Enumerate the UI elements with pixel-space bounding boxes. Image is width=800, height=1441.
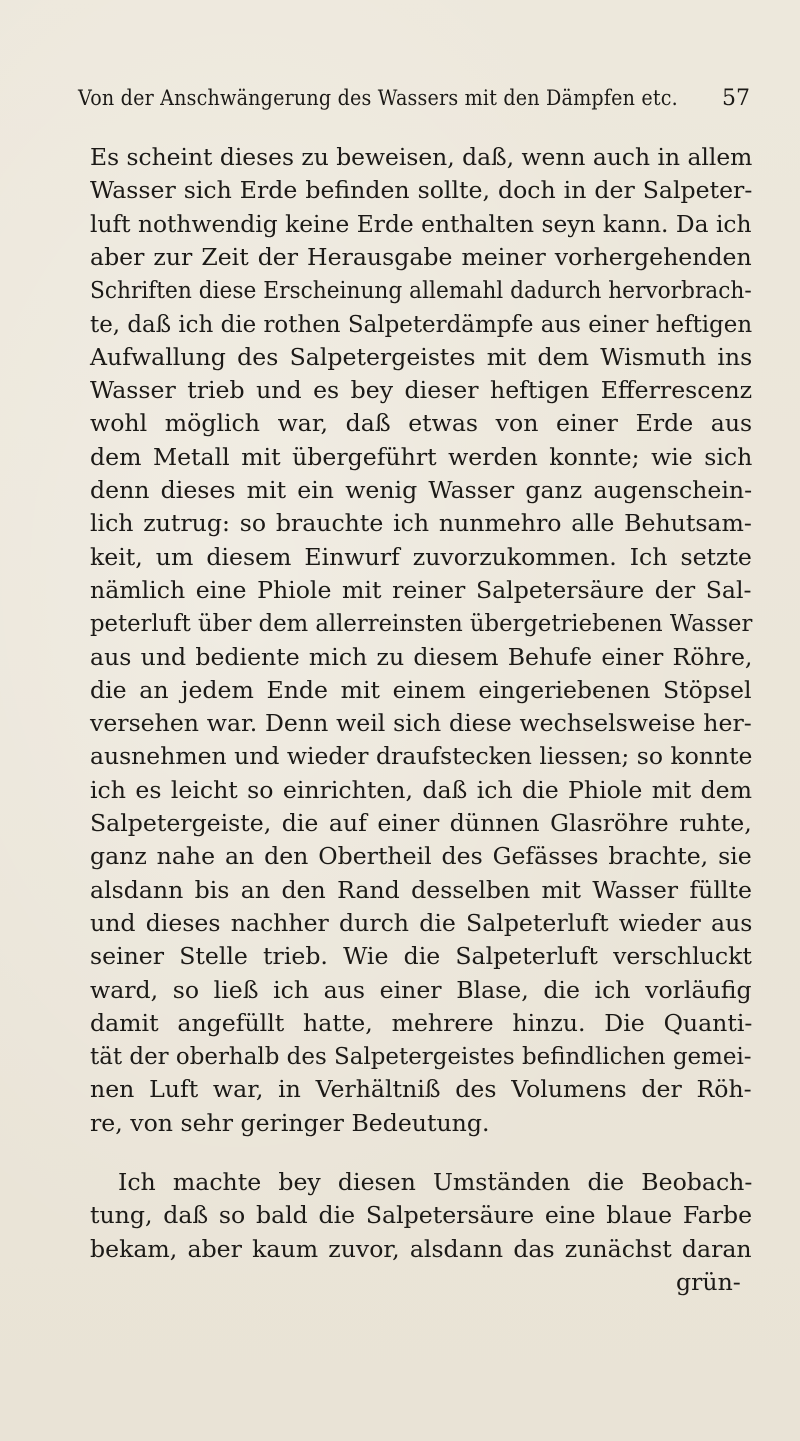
text-line: dem Metall mit übergeführt werden konnte; wie sich (90, 442, 753, 471)
text-line: die an jedem Ende mit einem eingeriebenen Stöpsel (90, 675, 752, 704)
text-line: peterluft über dem allerreinsten übergetriebenen Wasser (90, 609, 753, 638)
text-line: te, daß ich die rothen Salpeterdämpfe aus einer heftigen (90, 309, 753, 338)
text-line: lich zutrug: so brauchte ich nunmehro alle Behutsam- (90, 509, 752, 538)
text-line: re, von sehr geringer Bedeutung. (90, 1108, 490, 1137)
text-line: Ich machte bey diesen Umständen die Beobach- (118, 1168, 753, 1196)
text-line: nen Luft war, in Verhältniß des Volumens der Röh- (90, 1075, 752, 1104)
text-line: ganz nahe an den Obertheil des Gefässes brachte, sie (90, 842, 752, 871)
text-line: Schriften diese Erscheinung allemahl dadurch hervorbrach- (90, 276, 752, 305)
text-line: ward, so ließ ich aus einer Blase, die ich vorläufig (90, 975, 752, 1004)
text-line: ausnehmen und wieder draufstecken liessen; so konnte (90, 742, 753, 771)
text-line: Salpetergeiste, die auf einer dünnen Glasröhre ruhte, (90, 809, 752, 837)
text-line: bekam, aber kaum zuvor, alsdann das zunächst daran (90, 1234, 752, 1263)
text-line: und dieses nachher durch die Salpeterluft wieder aus (90, 908, 753, 937)
text-line: tung, daß so bald die Salpetersäure eine blaue Farbe (90, 1201, 753, 1230)
text-line: nämlich eine Phiole mit reiner Salpetersäure der Sal- (90, 575, 752, 604)
running-title: Von der Anschwängerung des Wassers mit den Dämpfen etc. (78, 86, 678, 110)
page-number: 57 (722, 86, 750, 111)
text-line: aber zur Zeit der Herausgabe meiner vorhergehenden (90, 242, 752, 271)
text-line: Wasser trieb und es bey dieser heftigen Efferrescenz (90, 376, 753, 405)
text-line: wohl möglich war, daß etwas von einer Erde aus (90, 409, 753, 438)
text-line: Aufwallung des Salpetergeistes mit dem Wismuth ins (90, 342, 753, 371)
text-line: versehen war. Denn weil sich diese wechselsweise her- (90, 709, 752, 738)
text-line: Es scheint dieses zu beweisen, daß, wenn auch in allem (90, 143, 753, 171)
text-line: aus und bediente mich zu diesem Behufe einer Röhre, (90, 642, 753, 671)
text-line: alsdann bis an den Rand desselben mit Wasser füllte (90, 875, 752, 904)
text-line: Wasser sich Erde befinden sollte, doch in der Salpeter- (90, 176, 753, 205)
text-line: keit, um diesem Einwurf zuvorzukommen. Ich setzte (90, 542, 752, 571)
text-line: tät der oberhalb des Salpetergeistes befindlichen gemei- (90, 1042, 752, 1071)
text-line: luft nothwendig keine Erde enthalten seyn kann. Da ich (90, 209, 752, 238)
text-line: damit angefüllt hatte, mehrere hinzu. Die Quanti- (90, 1008, 753, 1037)
page-header (78, 86, 750, 120)
text-line: denn dieses mit ein wenig Wasser ganz augenschein- (90, 476, 753, 504)
text-line: seiner Stelle trieb. Wie die Salpeterluft verschluckt (90, 942, 752, 971)
text-line: ich es leicht so einrichten, daß ich die Phiole mit dem (90, 775, 753, 804)
catchword: grün- (676, 1267, 741, 1296)
